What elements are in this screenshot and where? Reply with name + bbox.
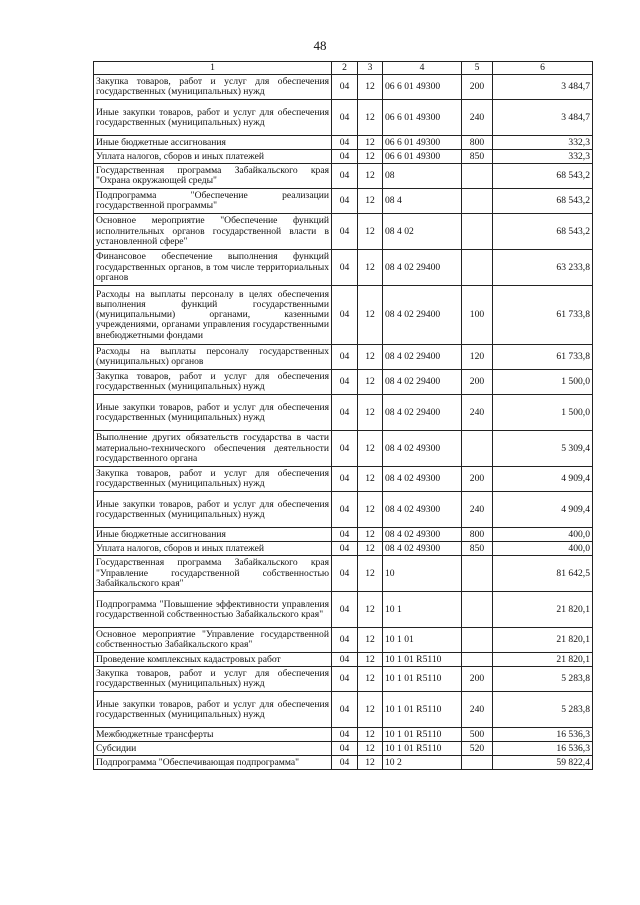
cell-name: Уплата налогов, сборов и иных платежей bbox=[94, 150, 332, 164]
cell-amount: 400,0 bbox=[493, 542, 593, 556]
cell-section: 04 bbox=[332, 653, 358, 667]
cell-expense-type: 200 bbox=[462, 370, 493, 395]
cell-target-code: 06 6 01 49300 bbox=[383, 75, 462, 100]
table-row bbox=[94, 100, 593, 136]
table-row bbox=[94, 653, 593, 667]
column-header-name: 1 bbox=[94, 62, 332, 75]
cell-target-code: 10 1 01 R5110 bbox=[383, 728, 462, 742]
cell-name: Иные бюджетные ассигнования bbox=[94, 528, 332, 542]
table-body bbox=[94, 75, 593, 770]
table-row bbox=[94, 742, 593, 756]
cell-name: Иные закупки товаров, работ и услуг для обеспечения государственных (муниципальных) нужд bbox=[94, 395, 332, 431]
table-row bbox=[94, 592, 593, 628]
cell-section: 04 bbox=[332, 628, 358, 653]
cell-amount: 21 820,1 bbox=[493, 628, 593, 653]
cell-section: 04 bbox=[332, 395, 358, 431]
cell-section: 04 bbox=[332, 286, 358, 345]
cell-amount: 5 309,4 bbox=[493, 431, 593, 467]
cell-target-code: 06 6 01 49300 bbox=[383, 100, 462, 136]
cell-name: Государственная программа Забайкальского края "Охрана окружающей среды" bbox=[94, 164, 332, 189]
cell-name: Закупка товаров, работ и услуг для обеспечения государственных (муниципальных) нужд bbox=[94, 667, 332, 692]
cell-target-code: 10 1 01 R5110 bbox=[383, 667, 462, 692]
cell-subsection: 12 bbox=[358, 542, 383, 556]
cell-subsection: 12 bbox=[358, 164, 383, 189]
cell-expense-type: 120 bbox=[462, 345, 493, 370]
cell-subsection: 12 bbox=[358, 100, 383, 136]
table-row bbox=[94, 431, 593, 467]
cell-amount: 61 733,8 bbox=[493, 286, 593, 345]
cell-amount: 332,3 bbox=[493, 150, 593, 164]
cell-name: Иные закупки товаров, работ и услуг для обеспечения государственных (муниципальных) нужд bbox=[94, 100, 332, 136]
cell-section: 04 bbox=[332, 100, 358, 136]
cell-name: Иные бюджетные ассигнования bbox=[94, 136, 332, 150]
cell-expense-type bbox=[462, 556, 493, 592]
cell-expense-type bbox=[462, 628, 493, 653]
cell-amount: 1 500,0 bbox=[493, 395, 593, 431]
table-row bbox=[94, 492, 593, 528]
cell-amount: 5 283,8 bbox=[493, 667, 593, 692]
cell-subsection: 12 bbox=[358, 756, 383, 770]
cell-subsection: 12 bbox=[358, 345, 383, 370]
table-row bbox=[94, 214, 593, 250]
column-header-subsection: 3 bbox=[358, 62, 383, 75]
cell-expense-type: 200 bbox=[462, 667, 493, 692]
cell-section: 04 bbox=[332, 528, 358, 542]
cell-expense-type bbox=[462, 250, 493, 286]
cell-name: Закупка товаров, работ и услуг для обеспечения государственных (муниципальных) нужд bbox=[94, 467, 332, 492]
cell-section: 04 bbox=[332, 728, 358, 742]
cell-amount: 3 484,7 bbox=[493, 75, 593, 100]
cell-name: Подпрограмма "Повышение эффективности управления государственной собственностью Забайкальского края" bbox=[94, 592, 332, 628]
column-header-target-code: 4 bbox=[383, 62, 462, 75]
cell-target-code: 10 1 01 R5110 bbox=[383, 653, 462, 667]
cell-expense-type: 850 bbox=[462, 542, 493, 556]
cell-amount: 16 536,3 bbox=[493, 728, 593, 742]
cell-target-code: 08 4 02 49300 bbox=[383, 528, 462, 542]
cell-expense-type: 100 bbox=[462, 286, 493, 345]
table-header-row bbox=[94, 62, 593, 75]
cell-section: 04 bbox=[332, 345, 358, 370]
cell-name: Основное мероприятие "Обеспечение функций исполнительных органов государственной власти в установленной сфере" bbox=[94, 214, 332, 250]
cell-subsection: 12 bbox=[358, 136, 383, 150]
cell-section: 04 bbox=[332, 492, 358, 528]
cell-name: Иные закупки товаров, работ и услуг для обеспечения государственных (муниципальных) нужд bbox=[94, 692, 332, 728]
cell-section: 04 bbox=[332, 742, 358, 756]
cell-expense-type bbox=[462, 592, 493, 628]
table-row bbox=[94, 345, 593, 370]
table-row bbox=[94, 467, 593, 492]
column-header-expense-type: 5 bbox=[462, 62, 493, 75]
cell-subsection: 12 bbox=[358, 592, 383, 628]
cell-expense-type: 240 bbox=[462, 692, 493, 728]
cell-subsection: 12 bbox=[358, 667, 383, 692]
cell-name: Подпрограмма "Обеспечение реализации государственной программы" bbox=[94, 189, 332, 214]
cell-section: 04 bbox=[332, 75, 358, 100]
cell-subsection: 12 bbox=[358, 395, 383, 431]
cell-expense-type bbox=[462, 431, 493, 467]
cell-subsection: 12 bbox=[358, 431, 383, 467]
cell-expense-type: 520 bbox=[462, 742, 493, 756]
cell-amount: 1 500,0 bbox=[493, 370, 593, 395]
table-row bbox=[94, 542, 593, 556]
cell-subsection: 12 bbox=[358, 556, 383, 592]
cell-target-code: 08 4 02 bbox=[383, 214, 462, 250]
table-row bbox=[94, 395, 593, 431]
table-row bbox=[94, 728, 593, 742]
cell-section: 04 bbox=[332, 556, 358, 592]
cell-target-code: 08 4 02 29400 bbox=[383, 250, 462, 286]
cell-target-code: 08 4 02 49300 bbox=[383, 492, 462, 528]
cell-amount: 61 733,8 bbox=[493, 345, 593, 370]
cell-amount: 16 536,3 bbox=[493, 742, 593, 756]
cell-section: 04 bbox=[332, 250, 358, 286]
cell-subsection: 12 bbox=[358, 250, 383, 286]
cell-expense-type: 240 bbox=[462, 100, 493, 136]
cell-target-code: 08 4 02 29400 bbox=[383, 395, 462, 431]
cell-target-code: 08 4 02 49300 bbox=[383, 542, 462, 556]
page-number: 48 bbox=[313, 38, 327, 53]
cell-amount: 21 820,1 bbox=[493, 592, 593, 628]
cell-expense-type bbox=[462, 189, 493, 214]
cell-target-code: 10 1 01 R5110 bbox=[383, 742, 462, 756]
cell-target-code: 10 1 01 R5110 bbox=[383, 692, 462, 728]
cell-name: Выполнение других обязательств государства в части материально-технического обеспечения деятельности государственного органа bbox=[94, 431, 332, 467]
cell-name: Иные закупки товаров, работ и услуг для обеспечения государственных (муниципальных) нужд bbox=[94, 492, 332, 528]
cell-section: 04 bbox=[332, 150, 358, 164]
cell-amount: 332,3 bbox=[493, 136, 593, 150]
cell-expense-type: 850 bbox=[462, 150, 493, 164]
table-row bbox=[94, 250, 593, 286]
cell-section: 04 bbox=[332, 592, 358, 628]
cell-name: Подпрограмма "Обеспечивающая подпрограмма" bbox=[94, 756, 332, 770]
cell-name: Расходы на выплаты персоналу в целях обеспечения выполнения функций государственными (муниципальными) органами, казенными учреждениями, органами управления государственными внебюджетными фондами bbox=[94, 286, 332, 345]
cell-name: Основное мероприятие "Управление государственной собственностью Забайкальского края" bbox=[94, 628, 332, 653]
cell-amount: 68 543,2 bbox=[493, 164, 593, 189]
table-row bbox=[94, 628, 593, 653]
table-row bbox=[94, 370, 593, 395]
table-row bbox=[94, 667, 593, 692]
cell-section: 04 bbox=[332, 756, 358, 770]
column-header-amount: 6 bbox=[493, 62, 593, 75]
cell-section: 04 bbox=[332, 370, 358, 395]
cell-amount: 4 909,4 bbox=[493, 492, 593, 528]
cell-amount: 63 233,8 bbox=[493, 250, 593, 286]
table-row bbox=[94, 136, 593, 150]
cell-expense-type: 200 bbox=[462, 75, 493, 100]
table-row bbox=[94, 528, 593, 542]
cell-section: 04 bbox=[332, 164, 358, 189]
cell-name: Расходы на выплаты персоналу государственных (муниципальных) органов bbox=[94, 345, 332, 370]
table-row bbox=[94, 189, 593, 214]
cell-subsection: 12 bbox=[358, 528, 383, 542]
cell-target-code: 10 1 bbox=[383, 592, 462, 628]
table-row bbox=[94, 150, 593, 164]
cell-expense-type bbox=[462, 756, 493, 770]
cell-section: 04 bbox=[332, 667, 358, 692]
table-row bbox=[94, 756, 593, 770]
cell-expense-type: 240 bbox=[462, 395, 493, 431]
cell-target-code: 06 6 01 49300 bbox=[383, 150, 462, 164]
cell-section: 04 bbox=[332, 467, 358, 492]
cell-name: Межбюджетные трансферты bbox=[94, 728, 332, 742]
cell-target-code: 10 bbox=[383, 556, 462, 592]
cell-expense-type bbox=[462, 214, 493, 250]
cell-target-code: 08 4 02 29400 bbox=[383, 370, 462, 395]
table-row bbox=[94, 692, 593, 728]
cell-section: 04 bbox=[332, 214, 358, 250]
cell-target-code: 08 4 02 29400 bbox=[383, 345, 462, 370]
table-row bbox=[94, 556, 593, 592]
budget-table bbox=[93, 61, 593, 770]
table-row bbox=[94, 286, 593, 345]
cell-target-code: 06 6 01 49300 bbox=[383, 136, 462, 150]
cell-subsection: 12 bbox=[358, 214, 383, 250]
cell-name: Субсидии bbox=[94, 742, 332, 756]
cell-subsection: 12 bbox=[358, 653, 383, 667]
cell-subsection: 12 bbox=[358, 370, 383, 395]
cell-subsection: 12 bbox=[358, 692, 383, 728]
cell-subsection: 12 bbox=[358, 467, 383, 492]
cell-amount: 5 283,8 bbox=[493, 692, 593, 728]
cell-expense-type: 800 bbox=[462, 136, 493, 150]
cell-target-code: 08 4 bbox=[383, 189, 462, 214]
cell-subsection: 12 bbox=[358, 492, 383, 528]
cell-name: Финансовое обеспечение выполнения функций государственных органов, в том числе территориальных органов bbox=[94, 250, 332, 286]
cell-subsection: 12 bbox=[358, 742, 383, 756]
cell-target-code: 08 bbox=[383, 164, 462, 189]
cell-subsection: 12 bbox=[358, 150, 383, 164]
cell-amount: 68 543,2 bbox=[493, 189, 593, 214]
cell-section: 04 bbox=[332, 136, 358, 150]
column-header-section: 2 bbox=[332, 62, 358, 75]
cell-name: Проведение комплексных кадастровых работ bbox=[94, 653, 332, 667]
cell-subsection: 12 bbox=[358, 728, 383, 742]
cell-amount: 81 642,5 bbox=[493, 556, 593, 592]
cell-expense-type: 500 bbox=[462, 728, 493, 742]
cell-amount: 400,0 bbox=[493, 528, 593, 542]
cell-expense-type: 200 bbox=[462, 467, 493, 492]
cell-name: Закупка товаров, работ и услуг для обеспечения государственных (муниципальных) нужд bbox=[94, 75, 332, 100]
cell-amount: 3 484,7 bbox=[493, 100, 593, 136]
cell-target-code: 08 4 02 49300 bbox=[383, 431, 462, 467]
cell-target-code: 08 4 02 29400 bbox=[383, 286, 462, 345]
cell-name: Государственная программа Забайкальского края "Управление государственной собственностью Забайкальского края" bbox=[94, 556, 332, 592]
cell-name: Закупка товаров, работ и услуг для обеспечения государственных (муниципальных) нужд bbox=[94, 370, 332, 395]
table-row bbox=[94, 75, 593, 100]
cell-subsection: 12 bbox=[358, 75, 383, 100]
table-row bbox=[94, 164, 593, 189]
cell-subsection: 12 bbox=[358, 189, 383, 214]
cell-subsection: 12 bbox=[358, 628, 383, 653]
cell-section: 04 bbox=[332, 692, 358, 728]
cell-target-code: 10 2 bbox=[383, 756, 462, 770]
cell-amount: 68 543,2 bbox=[493, 214, 593, 250]
cell-expense-type bbox=[462, 653, 493, 667]
cell-section: 04 bbox=[332, 542, 358, 556]
cell-expense-type bbox=[462, 164, 493, 189]
cell-amount: 4 909,4 bbox=[493, 467, 593, 492]
cell-name: Уплата налогов, сборов и иных платежей bbox=[94, 542, 332, 556]
cell-subsection: 12 bbox=[358, 286, 383, 345]
cell-section: 04 bbox=[332, 431, 358, 467]
cell-amount: 59 822,4 bbox=[493, 756, 593, 770]
cell-expense-type: 240 bbox=[462, 492, 493, 528]
cell-target-code: 08 4 02 49300 bbox=[383, 467, 462, 492]
cell-target-code: 10 1 01 bbox=[383, 628, 462, 653]
cell-amount: 21 820,1 bbox=[493, 653, 593, 667]
cell-expense-type: 800 bbox=[462, 528, 493, 542]
cell-section: 04 bbox=[332, 189, 358, 214]
